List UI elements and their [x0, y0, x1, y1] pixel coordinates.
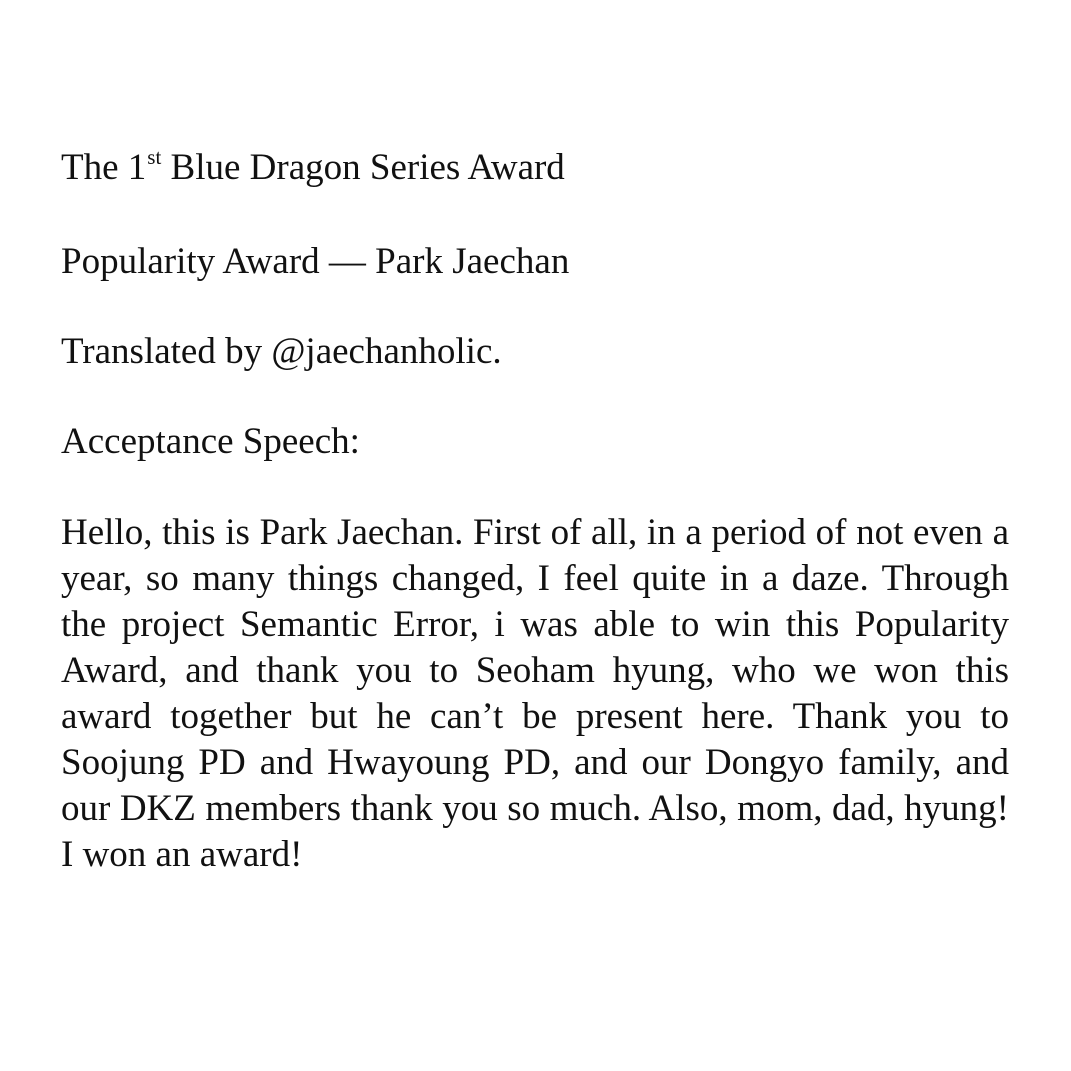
- speech-body: Hello, this is Park Jaechan. First of all, in a period of not even a year, so many things changed, I feel quite in a daze. Through the project Semantic Error, i was able to win this Popularity Award, and thank you to Seoham hyung, who we won this award together but he can’t be present here. Thank you to Soojung PD and Hwayoung PD, and our Dongyo family, and our DKZ members thank you so much. Also, mom, dad, hyung! I won an award!: [61, 512, 1009, 875]
- speech-heading: Acceptance Speech:: [61, 421, 360, 462]
- award-line: Popularity Award — Park Jaechan: [61, 241, 570, 282]
- spacer: [61, 284, 1009, 330]
- title-prefix: The 1: [61, 147, 147, 188]
- title-rest: Blue Dragon Series Award: [161, 147, 565, 188]
- title-ordinal-suffix: st: [147, 145, 162, 169]
- spacer: [61, 374, 1009, 420]
- document-title: [61, 146, 1009, 194]
- document-page: [61, 146, 1009, 878]
- spacer: [61, 194, 1009, 240]
- credit-line: Translated by @jaechanholic.: [61, 331, 502, 372]
- spacer: [61, 464, 1009, 510]
